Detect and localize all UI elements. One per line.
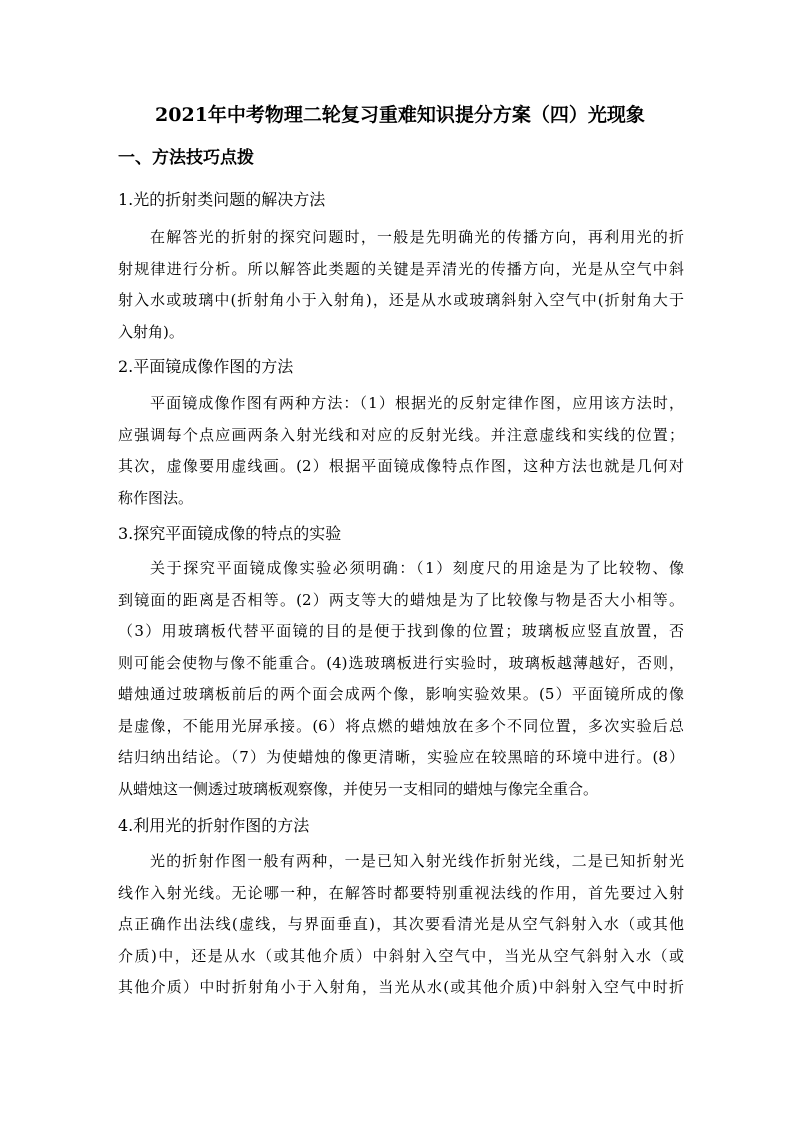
subheading-refraction-drawing: 4.利用光的折射作图的方法 xyxy=(118,816,310,835)
paragraph-line: 从蜡烛这一侧透过玻璃板观察像，并使另一支相同的蜡烛与像完全重合。 xyxy=(118,779,599,798)
paragraph-line: 应强调每个点应画两条入射光线和对应的反射光线。并注意虚线和实线的位置； xyxy=(118,425,684,444)
subheading-plane-mirror-drawing: 2.平面镜成像作图的方法 xyxy=(118,357,294,376)
paragraph-line: 到镜面的距离是否相等。(2）两支等大的蜡烛是为了比较像与物是否大小相等。 xyxy=(118,590,684,609)
paragraph-line: 是虚像，不能用光屏承接。(6）将点燃的蜡烛放在多个不同位置，多次实验后总 xyxy=(118,716,684,735)
paragraph-plane-mirror-drawing xyxy=(118,388,684,514)
paragraph-line: （3）用玻璃板代替平面镜的目的是便于找到像的位置；玻璃板应竖直放置，否 xyxy=(118,622,684,640)
paragraph-line: 点正确作出法线(虚线，与界面垂直)，其次要看清光是从空气斜射入水（或其他 xyxy=(118,915,684,933)
paragraph-line: 介质)中，还是从水（或其他介质）中斜射入空气中，当光从空气斜射入水（或 xyxy=(118,946,684,965)
paragraph-line: 关于探究平面镜成像实验必须明确：（1）刻度尺的用途是为了比较物、像 xyxy=(150,559,684,577)
paragraph-refraction-drawing xyxy=(118,846,684,1004)
paragraph-plane-mirror-experiment xyxy=(118,553,684,805)
paragraph-refraction-problems xyxy=(118,222,684,348)
paragraph-line: 平面镜成像作图有两种方法：（1）根据光的反射定律作图，应用该方法时， xyxy=(150,394,684,412)
paragraph-line: 则可能会使物与像不能重合。(4)选玻璃板进行实验时，玻璃板越薄越好，否则， xyxy=(118,653,684,672)
section-heading-methods: 一、方法技巧点拨 xyxy=(118,148,254,168)
paragraph-line: 蜡烛通过玻璃板前后的两个面会成两个像，影响实验效果。(5）平面镜所成的像 xyxy=(118,685,684,703)
paragraph-line: 在解答光的折射的探究问题时，一般是先明确光的传播方向，再利用光的折 xyxy=(150,228,684,246)
paragraph-line: 其他介质）中时折射角小于入射角，当光从水(或其他介质)中斜射入空气中时折 xyxy=(118,978,684,996)
subheading-plane-mirror-experiment: 3.探究平面镜成像的特点的实验 xyxy=(118,524,342,543)
paragraph-line: 结归纳出结论。（7）为使蜡烛的像更清晰，实验应在较黑暗的环境中进行。(8） xyxy=(118,748,684,766)
document-title: 2021年中考物理二轮复习重难知识提分方案（四）光现象 xyxy=(155,104,645,126)
paragraph-line: 射入水或玻璃中(折射角小于入射角)，还是从水或玻璃斜射入空气中(折射角大于 xyxy=(118,291,684,309)
paragraph-line: 射规律进行分析。所以解答此类题的关键是弄清光的传播方向，光是从空气中斜 xyxy=(118,259,684,278)
paragraph-line: 其次，虚像要用虚线画。(2）根据平面镜成像特点作图，这种方法也就是几何对 xyxy=(118,457,684,475)
paragraph-line: 光的折射作图一般有两种，一是已知入射光线作折射光线，二是已知折射光 xyxy=(150,852,684,870)
paragraph-line: 称作图法。 xyxy=(118,488,194,507)
subheading-refraction-problems: 1.光的折射类问题的解决方法 xyxy=(118,190,326,209)
paragraph-line: 入射角)。 xyxy=(118,322,184,341)
paragraph-line: 线作入射光线。无论哪一种，在解答时都要特别重视法线的作用，首先要过入射 xyxy=(118,883,684,902)
